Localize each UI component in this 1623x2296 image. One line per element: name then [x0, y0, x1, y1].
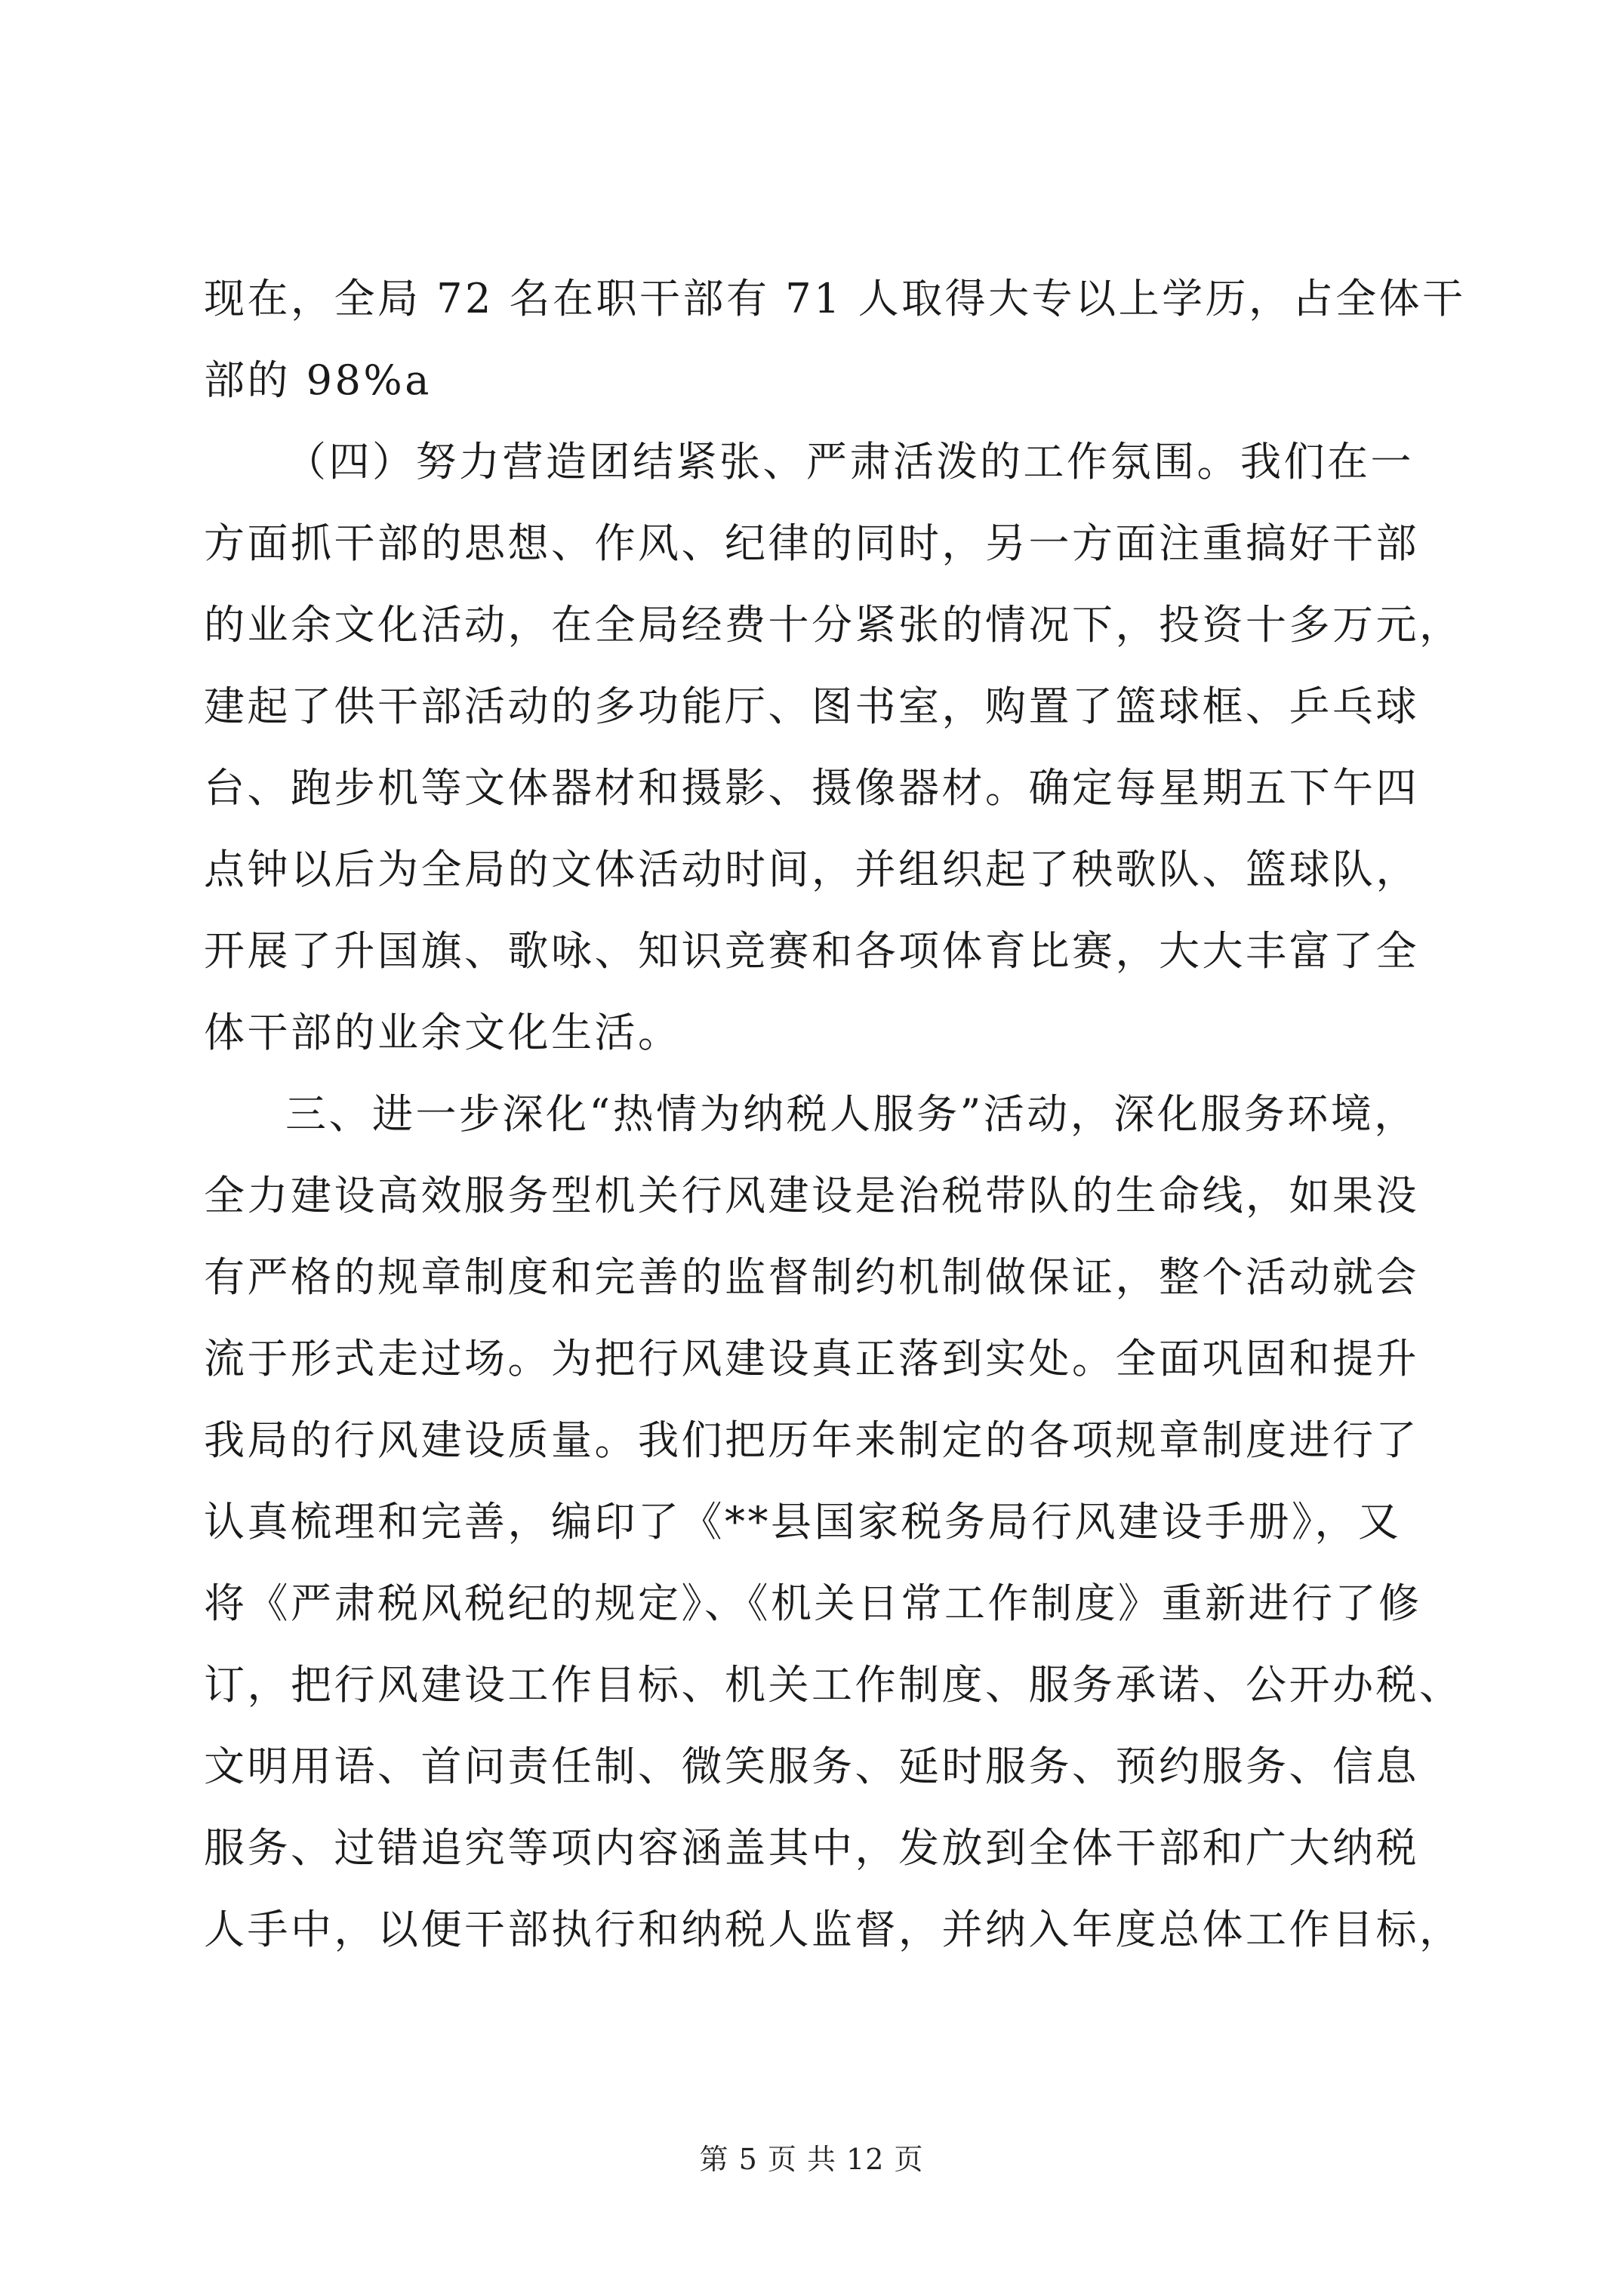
text-line: 建起了供干部活动的多功能厅、图书室，购置了篮球框、乒乓球 [204, 683, 1419, 730]
text-line: 认真梳理和完善，编印了《**县国家税务局行风建设手册》，又 [204, 1498, 1402, 1546]
text-line: 将《严肃税风税纪的规定》、《机关日常工作制度》重新进行了修 [204, 1579, 1422, 1627]
document-body [204, 258, 1466, 1971]
text-line: 服务、过错追究等项内容涵盖其中，发放到全体干部和广大纳税 [204, 1824, 1419, 1872]
page-number-footer: 第 5 页 共 12 页 [699, 2143, 924, 2176]
paragraph-heading-line: （四）努力营造团结紧张、严肃活泼的工作氛围。我们在一 [285, 438, 1414, 485]
text-line: 的业余文化活动，在全局经费十分紧张的情况下，投资十多万元， [204, 601, 1463, 649]
text-line: 台、跑步机等文体器材和摄影、摄像器材。确定每星期五下午四 [204, 764, 1419, 812]
text-line: 部的 98%a [204, 356, 432, 404]
text-line: 体干部的业余文化生活。 [204, 1009, 682, 1056]
text-line: 开展了升国旗、歌咏、知识竞赛和各项体育比赛，大大丰富了全 [204, 927, 1419, 975]
text-line: 方面抓干部的思想、作风、纪律的同时，另一方面注重搞好干部 [204, 519, 1419, 567]
text-line: 人手中，以便干部执行和纳税人监督，并纳入年度总体工作目标， [204, 1906, 1463, 1953]
text-line: 流于形式走过场。为把行风建设真正落到实处。全面巩固和提升 [204, 1335, 1419, 1382]
text-line: 我局的行风建设质量。我们把历年来制定的各项规章制度进行了 [204, 1416, 1419, 1464]
text-line: 有严格的规章制度和完善的监督制约机制做保证，整个活动就会 [204, 1253, 1419, 1301]
text-line: 现在，全局 72 名在职干部有 71 人取得大专以上学历，占全体干 [204, 275, 1466, 322]
text-line: 文明用语、首问责任制、微笑服务、延时服务、预约服务、信息 [204, 1743, 1419, 1790]
text-line: 订，把行风建设工作目标、机关工作制度、服务承诺、公开办税、 [204, 1661, 1463, 1709]
section-heading-line: 三、进一步深化“热情为纳税人服务”活动，深化服务环境， [285, 1090, 1418, 1138]
text-line: 全力建设高效服务型机关行风建设是治税带队的生命线，如果没 [204, 1172, 1419, 1219]
text-line: 点钟以后为全局的文体活动时间，并组织起了秧歌队、篮球队， [204, 846, 1419, 893]
